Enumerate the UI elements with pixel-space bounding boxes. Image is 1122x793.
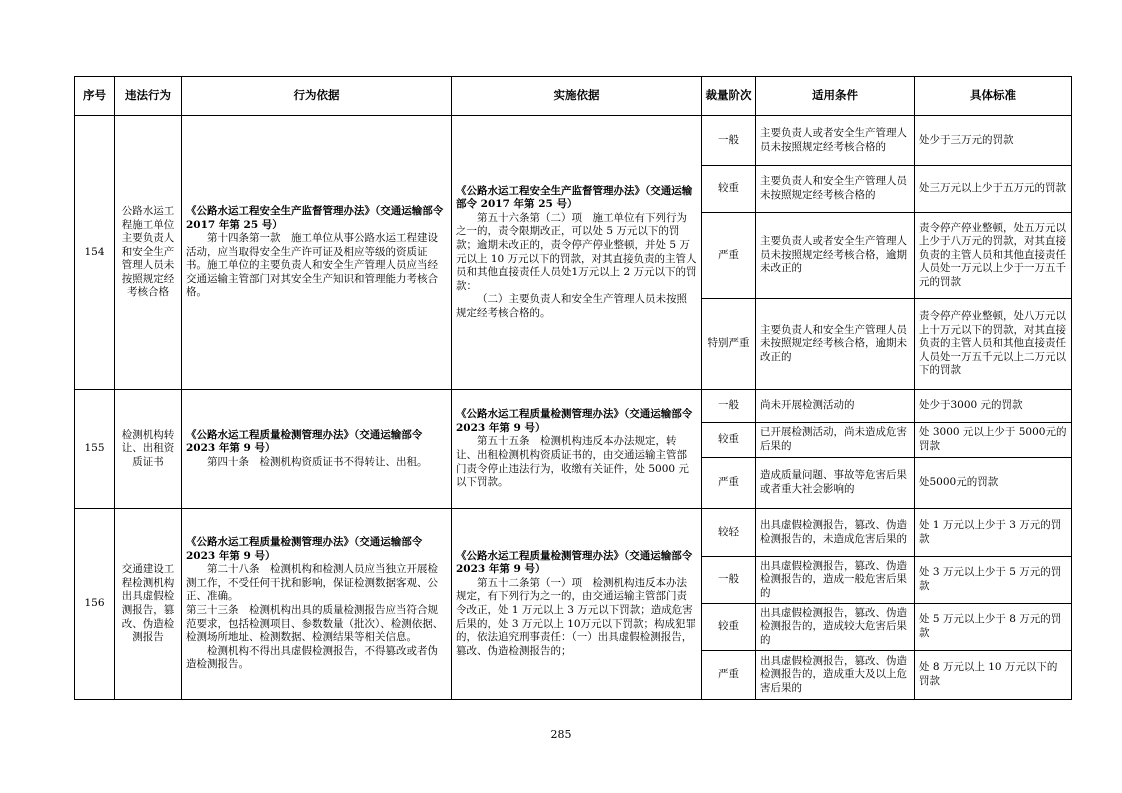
header-basis: 行为依据 [182, 77, 452, 116]
impl-title: 《公路水运工程质量检测管理办法》（交通运输部令 2023 年第 9 号） [456, 408, 693, 434]
standard-cell: 处少于3000 元的罚款 [915, 390, 1072, 423]
header-level: 裁量阶次 [702, 77, 756, 116]
condition-cell: 出具虚假检测报告，篡改、伪造检测报告的，造成较大危害后果的 [756, 604, 915, 651]
basis-cell [182, 390, 452, 509]
header-seq: 序号 [75, 77, 115, 116]
standard-cell: 处 3 万元以上少于 5 万元的罚款 [915, 557, 1072, 604]
impl-cell [452, 509, 702, 700]
header-impl: 实施依据 [452, 77, 702, 116]
violation-cell: 公路水运工程施工单位主要负责人和安全生产管理人员未按照规定经考核合格 [115, 116, 182, 390]
level-cell: 一般 [702, 557, 756, 604]
basis-body: 检测机构不得出具虚假检测报告，不得篡改或者伪造检测报告。 [186, 644, 438, 671]
condition-cell: 主要负责人和安全生产管理人员未按照规定经考核合格，逾期未改正的 [756, 299, 915, 390]
header-cond: 适用条件 [756, 77, 915, 116]
condition-cell: 出具虚假检测报告，篡改、伪造检测报告的，造成重大及以上危害后果的 [756, 651, 915, 700]
level-cell: 特别严重 [702, 299, 756, 390]
basis-body: 第二十八条 检测机构和检测人员应当独立开展检测工作，不受任何干扰和影响，保证检测数据客观、公正、准确。 [186, 563, 438, 603]
basis-cell [182, 116, 452, 390]
basis-title: 《公路水运工程质量检测管理办法》（交通运输部令 2023 年第 9 号） [186, 536, 423, 562]
basis-body: 第四十条 检测机构资质证书不得转让、出租。 [207, 455, 428, 468]
level-cell: 较重 [702, 166, 756, 213]
condition-cell: 尚未开展检测活动的 [756, 390, 915, 423]
impl-body: 第五十六条第（二）项 施工单位有下列行为之一的，责令限期改正，可以处 5 万元以下的罚款；逾期未改正的，责令停产停业整顿，并处 5 万元以上 10 万元以下的罚款，对其直接负责的主管人员和其他直接责任人员处1万元以上 2 万元以下的罚款： [456, 211, 697, 292]
standard-cell: 处 8 万元以上 10 万元以下的罚款 [915, 651, 1072, 700]
level-cell: 一般 [702, 116, 756, 166]
standard-cell: 处5000元的罚款 [915, 458, 1072, 509]
level-cell: 一般 [702, 390, 756, 423]
impl-body: 第五十二条第（一）项 检测机构违反本办法规定，有下列行为之一的，由交通运输主管部门责令改正，处 1 万元以上 3 万元以下罚款；造成危害后果的，处 3 万元以上 10万元以下罚款；构成犯罪的，依法追究刑事责任：（一）出具虚假检测报告，篡改、伪造检测报告的； [456, 576, 697, 657]
standard-cell: 责令停产停业整顿，处五万元以上少于八万元的罚款，对其直接负责的主管人员和其他直接责任人员处一万元以上少于一万五千元的罚款 [915, 213, 1072, 299]
basis-title: 《公路水运工程安全生产监督管理办法》（交通运输部令 2017 年第 25 号） [186, 204, 444, 231]
basis-body: 第十四条第一款 施工单位从事公路水运工程建设活动，应当取得安全生产许可证及相应等级的资质证书。施工单位的主要负责人和安全生产管理人员应当经交通运输主管部门对其安全生产知识和管理能力考核合格。 [186, 232, 438, 299]
header-std: 具体标准 [915, 77, 1072, 116]
impl-body: 第五十五条 检测机构违反本办法规定，转让、出租检测机构资质证书的，由交通运输主管部门责令停止违法行为，收缴有关证件，处 5000 元以下罚款。 [456, 435, 689, 489]
condition-cell: 已开展检测活动，尚未造成危害后果的 [756, 423, 915, 458]
basis-body: 第三十三条 检测机构出具的质量检测报告应当符合规范要求，包括检测项目、参数数量（批次）、检测依据、检测场所地址、检测数据、检测结果等相关信息。 [186, 604, 444, 644]
level-cell: 较轻 [702, 509, 756, 557]
header-row [75, 77, 1072, 116]
standard-cell: 处 3000 元以上少于 5000元的罚款 [915, 423, 1072, 458]
basis-title: 《公路水运工程质量检测管理办法》（交通运输部令 2023 年第 9 号） [186, 428, 423, 455]
penalty-table [74, 76, 1072, 700]
table-row [75, 390, 1072, 423]
standard-cell: 处三万元以上少于五万元的罚款 [915, 166, 1072, 213]
table-row [75, 116, 1072, 166]
seq-cell: 154 [75, 116, 115, 390]
header-violation: 违法行为 [115, 77, 182, 116]
impl-title: 《公路水运工程质量检测管理办法》（交通运输部令 2023 年第 9 号） [456, 549, 693, 576]
level-cell: 较重 [702, 604, 756, 651]
violation-cell: 交通建设工程检测机构出具虚假检测报告，篡改、伪造检测报告 [115, 509, 182, 700]
condition-cell: 主要负责人或者安全生产管理人员未按照规定经考核合格的 [756, 116, 915, 166]
level-cell: 严重 [702, 213, 756, 299]
table-row [75, 509, 1072, 557]
violation-cell: 检测机构转让、出租资质证书 [115, 390, 182, 509]
standard-cell: 处 5 万元以上少于 8 万元的罚款 [915, 604, 1072, 651]
page-number: 285 [550, 728, 572, 741]
condition-cell: 主要负责人和安全生产管理人员未按照规定经考核合格的 [756, 166, 915, 213]
standard-cell: 责令停产停业整顿，处八万元以上十万元以下的罚款，对其直接负责的主管人员和其他直接责任人员处一万五千元以上二万元以下的罚款 [915, 299, 1072, 390]
level-cell: 严重 [702, 651, 756, 700]
impl-title: 《公路水运工程安全生产监督管理办法》（交通运输部令 2017 年第 25 号） [456, 184, 693, 211]
seq-cell: 156 [75, 509, 115, 700]
level-cell: 严重 [702, 458, 756, 509]
level-cell: 较重 [702, 423, 756, 458]
condition-cell: 出具虚假检测报告，篡改、伪造检测报告的，造成一般危害后果的 [756, 557, 915, 604]
basis-cell [182, 509, 452, 700]
seq-cell: 155 [75, 390, 115, 509]
condition-cell: 主要负责人或者安全生产管理人员未按照规定经考核合格，逾期未改正的 [756, 213, 915, 299]
impl-body: （二）主要负责人和安全生产管理人员未按照规定经考核合格的。 [456, 293, 687, 319]
standard-cell: 处 1 万元以上少于 3 万元的罚款 [915, 509, 1072, 557]
condition-cell: 造成质量问题、事故等危害后果或者重大社会影响的 [756, 458, 915, 509]
impl-cell [452, 390, 702, 509]
standard-cell: 处少于三万元的罚款 [915, 116, 1072, 166]
impl-cell [452, 116, 702, 390]
condition-cell: 出具虚假检测报告，篡改、伪造检测报告的，未造成危害后果的 [756, 509, 915, 557]
